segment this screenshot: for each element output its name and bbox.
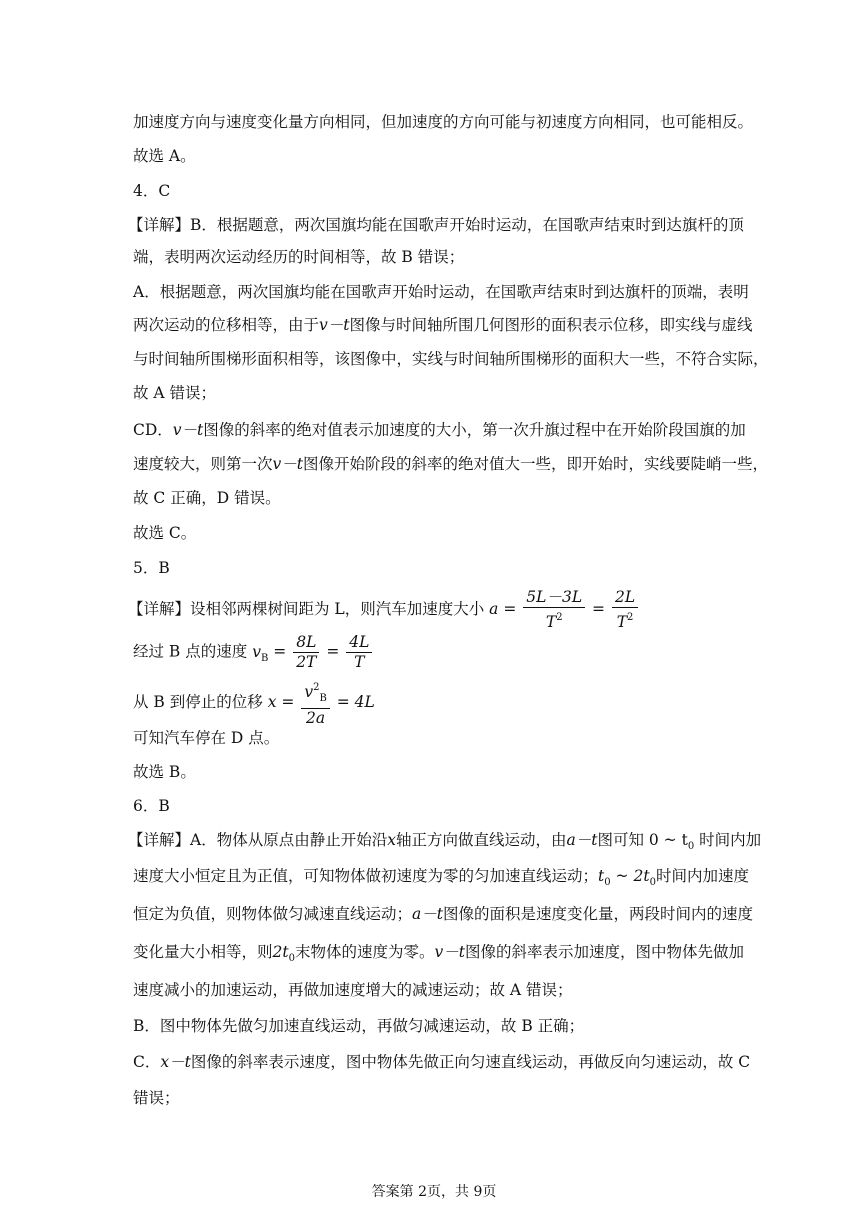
fraction-numerator: 5L－3L: [523, 588, 585, 608]
equals-sign: =: [326, 642, 340, 661]
fraction-denominator: $T^2$: [545, 612, 563, 631]
math-expression: v－t: [172, 421, 204, 439]
text-line: B．图中物体先做匀加速直线运动，再做匀减速运动，故 B 正确；: [133, 1017, 585, 1035]
text-line: [128, 830, 762, 857]
text-segment: C．: [133, 1053, 161, 1071]
equals-sign: =: [273, 642, 287, 661]
text-line: 故选 A。: [133, 147, 196, 165]
fraction: [523, 588, 585, 632]
text-segment: 【详解】A．物体从原点由静止开始沿: [128, 831, 388, 849]
fraction-numerator: $v^2_B$: [301, 678, 330, 709]
subscript: 0: [604, 877, 611, 888]
text-line: [133, 454, 769, 474]
fraction: [293, 633, 319, 672]
text-segment: 从 B 到停止的位移: [133, 693, 263, 711]
text-line: 端，表明两次运动经历的时间相等，故 B 错误；: [133, 248, 465, 266]
answer-number-6: 6．B: [133, 797, 170, 815]
equals-sign: =: [281, 693, 295, 711]
math-symbol: x: [267, 693, 277, 711]
fraction-denominator: 2T: [296, 653, 317, 671]
math-expression: 2t: [272, 943, 289, 961]
equals-sign: =: [592, 600, 606, 618]
text-line: 【详解】B．根据题意，两次国旗均能在国歌声开始时运动，在国歌声结束时到达旗杆的顶: [128, 216, 744, 234]
text-line: 加速度方向与速度变化量方向相同，但加速度的方向可能与初速度方向相同，也可能相反。: [133, 113, 754, 131]
text-segment: 末物体的速度为零。: [294, 943, 435, 961]
math-expression: = 4L: [336, 693, 375, 711]
text-segment: 【详解】设相邻两棵树间距为 L，则汽车加速度大小: [128, 600, 485, 618]
fraction-numerator: 2L: [612, 588, 638, 608]
text-line: 故 C 正确，D 错误。: [133, 489, 281, 507]
math-expression: a－t: [566, 831, 598, 849]
text-segment: CD．: [133, 421, 173, 439]
fraction: [346, 633, 372, 672]
fraction-denominator: 2a: [306, 709, 326, 727]
text-line: A．根据题意，两次国旗均能在国歌声开始时运动，在国歌声结束时到达旗杆的顶端，表明: [133, 283, 749, 301]
text-segment: 图可知 0 ~ t: [597, 831, 688, 849]
text-segment: 恒定为负值，则物体做匀减速直线运动；: [133, 905, 413, 923]
text-segment: 速度大小恒定且为正值，可知物体做初速度为零的匀加速直线运动；: [133, 867, 599, 885]
text-line: [133, 866, 749, 893]
math-expression: v－t: [434, 943, 465, 961]
text-segment: 轴正方向做直线运动，由: [395, 831, 567, 849]
text-segment: 图像开始阶段的斜率的绝对值大一些，即开始时，实线要陡峭一些，: [303, 455, 769, 473]
text-segment: 经过 B 点的速度: [133, 642, 248, 661]
subscript: 0: [687, 841, 695, 852]
text-line: [133, 904, 754, 924]
fraction: [301, 678, 330, 728]
text-line: 错误；: [133, 1089, 180, 1107]
formula-line: [128, 588, 738, 632]
text-segment: 速度较大，则第一次: [133, 455, 273, 473]
text-segment: 两次运动的位移相等，由于: [133, 316, 320, 334]
text-line: 故 A 错误；: [133, 384, 217, 402]
text-line: 故选 B。: [133, 763, 196, 781]
text-line: [133, 942, 743, 969]
answer-number-4: 4．C: [133, 182, 171, 200]
math-symbol: $v_B$: [252, 642, 269, 664]
formula-line: [133, 678, 743, 728]
subscript: 0: [288, 953, 295, 964]
math-expression: v－t: [319, 316, 350, 334]
formula-line: [133, 633, 743, 672]
math-expression: ~ 2t: [610, 867, 650, 885]
text-segment: 图像与时间轴所围几何图形的面积表示位移，即实线与虚线: [349, 316, 753, 334]
fraction-denominator: $T^2$: [616, 612, 634, 631]
math-expression: x－t: [160, 1053, 191, 1071]
equals-sign: =: [503, 600, 517, 618]
text-segment: 时间内加: [694, 831, 762, 849]
text-line: 故选 C。: [133, 524, 197, 542]
text-segment: 图像的斜率的绝对值表示加速度的大小，第一次升旗过程中在开始阶段国旗的加: [203, 421, 746, 439]
text-segment: 图像的斜率表示速度，图中物体先做正向匀速直线运动，再做反向匀速运动，故 C: [190, 1053, 751, 1071]
text-segment: 图像的斜率表示加速度，图中物体先做加: [465, 943, 745, 961]
fraction: [612, 588, 638, 632]
math-symbol: x: [387, 831, 396, 849]
answer-number-5: 5．B: [133, 559, 170, 577]
text-line: 速度减小的加速运动，再做加速度增大的减速运动；故 A 错误；: [133, 981, 573, 999]
subscript: 0: [649, 877, 656, 888]
text-segment: 时间内加速度: [655, 867, 749, 885]
text-line: 与时间轴所围梯形面积相等，该图像中，实线与时间轴所围梯形的面积大一些，不符合实际，: [133, 350, 769, 368]
text-line: [133, 1052, 751, 1072]
math-expression: a－t: [412, 905, 443, 923]
fraction-numerator: 4L: [346, 633, 372, 653]
text-line: [133, 315, 753, 335]
math-symbol: a: [489, 600, 499, 618]
math-expression: v－t: [272, 455, 304, 473]
text-segment: 图像的面积是速度变化量，两段时间内的速度: [443, 905, 754, 923]
text-line: 可知汽车停在 D 点。: [133, 729, 280, 747]
fraction-numerator: 8L: [293, 633, 319, 653]
fraction-denominator: T: [354, 653, 365, 671]
page-footer: 答案第 2页，共 9页: [371, 1184, 497, 1200]
text-segment: 变化量大小相等，则: [133, 943, 273, 961]
math-symbol: t: [598, 867, 605, 885]
text-line: [133, 420, 746, 440]
